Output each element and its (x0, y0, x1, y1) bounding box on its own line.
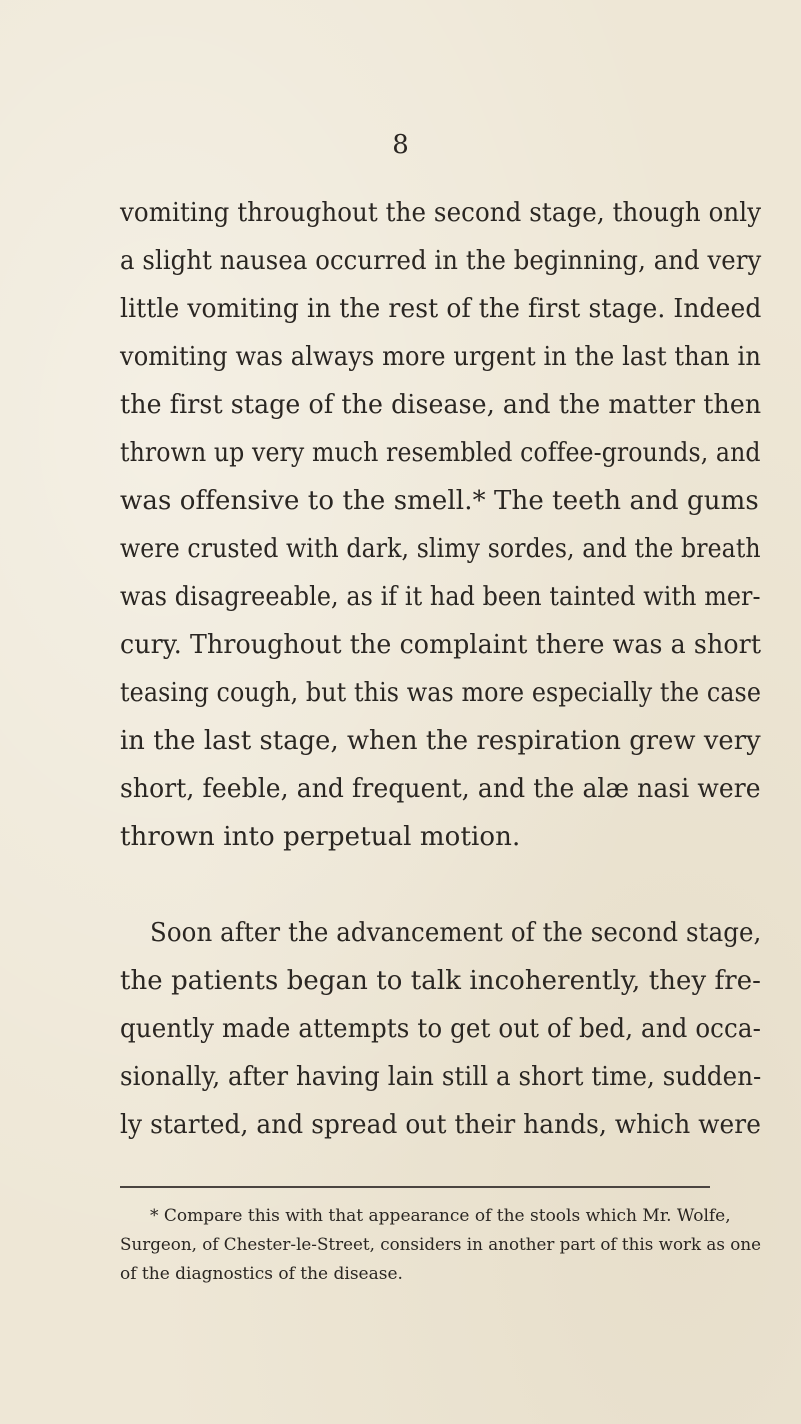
text-line: sionally, after having lain still a short time, sudden- (120, 1062, 762, 1092)
text-line: in the last stage, when the respiration grew very (120, 726, 761, 756)
text-line: were crusted with dark, slimy sordes, and the breath (120, 534, 761, 564)
text-line: Soon after the advancement of the second stage, (150, 918, 762, 948)
text-line: little vomiting in the rest of the first stage. Indeed (120, 294, 762, 324)
text-line: short, feeble, and frequent, and the alæ nasi were (120, 774, 761, 804)
text-line: vomiting throughout the second stage, though only (120, 198, 762, 228)
text-line: thrown into perpetual motion. (120, 822, 521, 852)
text-line: teasing cough, but this was more especially the case (120, 678, 762, 708)
text-line: the patients began to talk incoherently, they fre- (120, 966, 762, 996)
footnote-divider (120, 1186, 710, 1188)
text-line: cury. Throughout the complaint there was a short (120, 630, 762, 660)
text-line: ly started, and spread out their hands, which were (120, 1110, 761, 1140)
page-number: 8 (392, 130, 409, 160)
text-line: vomiting was always more urgent in the last than in (120, 342, 761, 372)
text-line: the first stage of the disease, and the matter then (120, 390, 762, 420)
text-line: quently made attempts to get out of bed, and occa- (120, 1014, 761, 1044)
text-line: was offensive to the smell.* The teeth and gums (120, 486, 759, 516)
text-line: a slight nausea occurred in the beginning, and very (120, 246, 762, 276)
footnote-line: of the diagnostics of the disease. (120, 1264, 403, 1284)
footnote-line: * Compare this with that appearance of the stools which Mr. Wolfe, (150, 1206, 731, 1226)
footnote-line: Surgeon, of Chester-le-Street, considers in another part of this work as one (120, 1235, 762, 1255)
text-line: was disagreeable, as if it had been tainted with mer- (120, 582, 761, 612)
text-line: thrown up very much resembled coffee-grounds, and (120, 438, 761, 468)
